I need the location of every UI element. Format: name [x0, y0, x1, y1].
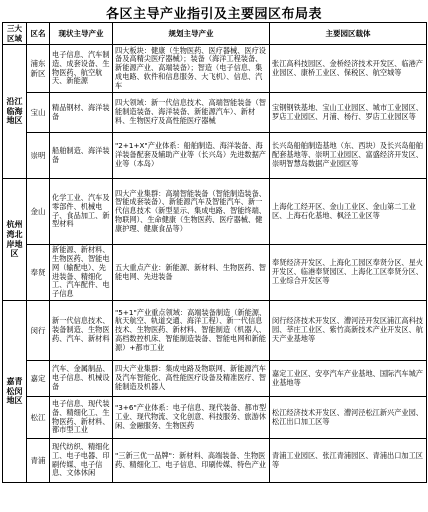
current-industry-cell: 汽车、金属制品、电子信息、机械设备 [50, 361, 113, 397]
district-cell: 松江 [27, 397, 50, 439]
planned-industry-cell: 四大产业集群：高端智能装备（智能制造装备、智能成套装备）、新能源汽车及智能汽车、新一代信息技术（新型显示、集成电路、智能终端、物联网）、生命健康（生物医药、医疗器械、健康护理、健康食品等） [113, 179, 270, 245]
main-parks-cell: 宝钢钢铁基地、宝山工业园区、城市工业园区、罗店工业园区、月浦、杨行、罗店工业园区等 [270, 93, 427, 133]
table-row [3, 245, 427, 301]
current-industry-cell: 船舶制造、海洋装备 [50, 133, 113, 179]
planned-industry-cell: "三新三优一品牌"：新材料、高端装备、生物医药、精细化工、电子信息、印刷传媒、特色产业 [113, 439, 270, 483]
planned-industry-cell: 四大领域：新一代信息技术、高端智能装备（智能制造装备、海洋装备、新能源汽车）、新材料、生物医疗及高性能医疗器械 [113, 93, 270, 133]
table-row [3, 439, 427, 483]
current-industry-cell: 新能源、新材料、生物医药、智能电网（输配电）、先进装备、精细化工、汽车配件、电子信息 [50, 245, 113, 301]
header-region: 三大区域 [3, 23, 27, 45]
region-cell: 杭州湾北岸地区 [3, 179, 27, 301]
district-cell: 金山 [27, 179, 50, 245]
district-cell: 闵行 [27, 301, 50, 361]
table-row [3, 301, 427, 361]
planned-industry-cell: 五大重点产业：新能源、新材料、生物医药、智能电网、先进装备 [113, 245, 270, 301]
current-industry-cell: 新一代信息技术、装备制造、生物医药、汽车、新材料 [50, 301, 113, 361]
main-parks-cell: 闵行经济技术开发区、漕河泾开发区浦江高科技园、莘庄工业区、紫竹高新技术产业开发区、航天产业基地等 [270, 301, 427, 361]
planned-industry-cell: 四大板块：健康（生物医药、医疗器械、医疗设备及高精尖医疗器械）；装备（海洋工程装备、新能源产业、高端装备）；智造（电子信息、集成电路、软件和信息服务、大飞机）、信息、汽车 [113, 45, 270, 93]
current-industry-cell: 现代纺织、精细化工、电子电器、印刷传媒、电子信息、文体休闲 [50, 439, 113, 483]
planned-industry-cell: 四大产业集群：集成电路及物联网、新能源汽车及汽车智能化、高性能医疗设备及精准医疗、智能制造及机器人 [113, 361, 270, 397]
table-row [3, 93, 427, 133]
planned-industry-cell: "2+1+X"产业体系：船舶制造、海洋装备、海洋装备配套及辅助产业等（长兴岛）先进数据产业等（本岛） [113, 133, 270, 179]
header-current-industry: 现状主导产业 [50, 23, 113, 45]
main-parks-cell: 松江经济技术开发区、漕河泾松江新兴产业园、松江出口加工区等 [270, 397, 427, 439]
district-cell: 崇明 [27, 133, 50, 179]
table-row [3, 179, 427, 245]
region-cell: 沿江临海地区 [3, 45, 27, 179]
district-cell: 宝山 [27, 93, 50, 133]
table-row [3, 361, 427, 397]
table-row [3, 45, 427, 93]
planned-industry-cell: "5+1"产业重点领域：高端装备制造（新能源、航天航空、轨道交通、海洋工程）、新一代信息技术、生物医药、新材料、智能制造（机器人、高档数控机床、智能制造装备、智能电网和新能源）+都市工业 [113, 301, 270, 361]
main-parks-cell: 上海化工经开区、金山工业区、金山第二工业区、上海石化基地、枫泾工业区等 [270, 179, 427, 245]
table-header-row [3, 23, 427, 45]
current-industry-cell: 化学工业、汽车及零部件、机械电子、食品加工、新型材料 [50, 179, 113, 245]
main-parks-cell: 奉贤经济开发区、上海化工园区奉贤分区、星火开发区、临港奉贤园区、上海化工区奉贤分区、工业综合开发区等 [270, 245, 427, 301]
current-industry-cell: 电子信息、现代装备、精细化工、生物医药、新材料、都市型工业 [50, 397, 113, 439]
header-planned-industry: 规划主导产业 [113, 23, 270, 45]
page-title: 各区主导产业指引及主要园区布局表 [105, 7, 322, 22]
district-cell: 奉贤 [27, 245, 50, 301]
header-district: 区名 [27, 23, 50, 45]
header-main-parks: 主要园区载体 [270, 23, 427, 45]
current-industry-cell: 电子信息、汽车制造、成套设备、生物医药、航空航天、新能源 [50, 45, 113, 93]
main-parks-cell: 嘉定工业区、安亭汽车产业基地、国际汽车城产业基地等 [270, 361, 427, 397]
main-parks-cell: 长兴岛船舶制造基地（东、西块）及长兴岛船舶配套基地等、崇明工业园区、富盛经济开发区、崇明智慧岛数据产业园区等 [270, 133, 427, 179]
district-cell: 青浦 [27, 439, 50, 483]
current-industry-cell: 精品钢材、海洋装备 [50, 93, 113, 133]
main-parks-cell: 张江高科技园区、金桥经济技术开发区、临港产业园区、康桥工业区、保税区、航空城等 [270, 45, 427, 93]
region-cell: 嘉青松闵地区 [3, 301, 27, 483]
planned-industry-cell: "3+6"产业体系：电子信息、现代装备、都市型工业、现代物流、文化创意、科技服务、旅游休闲、金融服务、生物医药 [113, 397, 270, 439]
district-cell: 嘉定 [27, 361, 50, 397]
table-row [3, 397, 427, 439]
main-parks-cell: 青浦工业园区、张江青浦园区、青浦出口加工区等 [270, 439, 427, 483]
table-row [3, 133, 427, 179]
district-cell: 浦东新区 [27, 45, 50, 93]
industry-guide-table [2, 22, 427, 483]
